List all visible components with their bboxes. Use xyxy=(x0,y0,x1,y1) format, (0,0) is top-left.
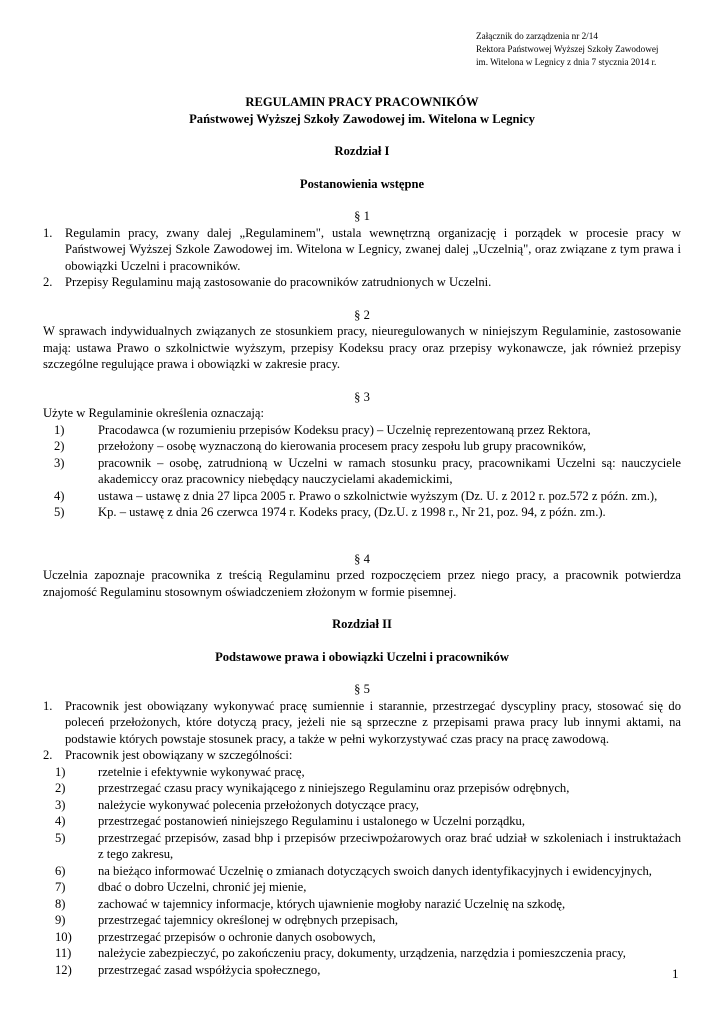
section-2-heading: § 2 xyxy=(354,307,370,322)
item-number: 2. xyxy=(43,275,53,289)
item-text: przestrzegać przepisów o ochronie danych osobowych, xyxy=(98,929,376,944)
item-text: przestrzegać przepisów, zasad bhp i przepisów przeciwpożarowych oraz brać udział w szkoleniach i instruktażach z tego zakresu, xyxy=(98,830,681,861)
obligation-item xyxy=(43,863,681,880)
section-4-text: Uczelnia zapoznaje pracownika z treścią Regulaminu przed rozpoczęciem przez niego pracy, a pracownik potwierdza znajomość Regulaminu stosownym oświadczeniem złożonym w formie pisemnej. xyxy=(43,568,681,599)
obligation-item xyxy=(43,962,681,979)
item-text: rzetelnie i efektywnie wykonywać pracę, xyxy=(98,764,305,779)
item-text: przestrzegać zasad współżycia społecznego, xyxy=(98,962,321,977)
item-text: Pracownik jest obowiązany w szczególności: xyxy=(65,748,293,762)
item-text: należycie wykonywać polecenia przełożonych dotyczące pracy, xyxy=(98,797,419,812)
item-number: 4) xyxy=(55,814,66,828)
item-text: należycie zabezpieczyć, po zakończeniu pracy, dokumenty, urządzenia, narzędzia i pomieszczenia pracy, xyxy=(98,946,626,960)
obligation-item xyxy=(43,764,681,781)
obligation-item xyxy=(43,912,681,929)
item-text: przełożony – osobę wyznaczoną do kierowania procesem pracy zespołu lub grupy pracowników, xyxy=(98,439,587,453)
item-number: 4) xyxy=(54,488,65,503)
item-text: Regulamin pracy, zwany dalej „Regulaminem", ustala wewnętrzną organizację i porządek w procesie pracy w Państwowej Wyższej Szkole Zawodowej im. Witelona w Legnicy, zwanej dalej „Uczelnią", oraz związane z tym prawa i obowiązki Uczelni i pracowników. xyxy=(65,225,681,273)
item-number: 11) xyxy=(55,946,72,960)
item-text: Przepisy Regulaminu mają zastosowanie do pracowników zatrudnionych w Uczelni. xyxy=(65,275,492,289)
item-number: 9) xyxy=(55,913,66,927)
item-number: 6) xyxy=(55,863,66,878)
section-1-heading: § 1 xyxy=(354,209,370,223)
item-number: 8) xyxy=(55,896,66,911)
document-subtitle: Państwowej Wyższej Szkoły Zawodowej im. Witelona w Legnicy xyxy=(189,111,535,126)
section-3-intro: Użyte w Regulaminie określenia oznaczają: xyxy=(43,406,264,420)
section-3-heading: § 3 xyxy=(354,389,370,404)
section-5-item xyxy=(43,698,681,748)
definition-item xyxy=(43,422,681,439)
item-text: ustawa – ustawę z dnia 27 lipca 2005 r. Prawo o szkolnictwie wyższym (Dz. U. z 2012 r. poz.572 z późn. zm.), xyxy=(98,488,658,503)
obligation-item xyxy=(43,945,681,962)
obligation-item xyxy=(43,797,681,814)
definition-item xyxy=(43,488,681,505)
page-number: 1 xyxy=(672,966,679,981)
obligation-item xyxy=(43,830,681,863)
section-1-item xyxy=(43,225,681,275)
section-5-heading: § 5 xyxy=(354,682,370,696)
chapter-2-title: Podstawowe prawa i obowiązki Uczelni i pracowników xyxy=(215,649,509,664)
section-1-item xyxy=(43,274,681,291)
obligation-item xyxy=(43,879,681,896)
chapter-1-title: Postanowienia wstępne xyxy=(299,176,425,191)
section-2-text: W sprawach indywidualnych związanych ze stosunkiem pracy, nieuregulowanych w niniejszym Regulaminie, zastosowanie mają: ustawa Prawo o szkolnictwie wyższym, przepisy Kodeksu pracy oraz przepisy wykonawcze, jak również przepisy szczególne regulujące prawa i obowiązki w zakresie pracy. xyxy=(43,324,681,371)
item-number: 5) xyxy=(55,830,66,845)
item-number: 7) xyxy=(55,880,66,894)
item-number: 10) xyxy=(55,929,72,944)
section-5-item xyxy=(43,747,681,764)
document-body xyxy=(43,94,681,978)
item-number: 1. xyxy=(43,225,53,240)
definition-item xyxy=(43,504,681,521)
item-number: 1) xyxy=(54,422,65,437)
item-number: 3) xyxy=(54,455,65,470)
item-text: przestrzegać postanowień niniejszego Regulaminu i ustalonego w Uczelni porządku, xyxy=(98,814,526,828)
item-text: dbać o dobro Uczelni, chronić jej mienie, xyxy=(98,880,307,894)
item-text: Pracodawca (w rozumieniu przepisów Kodeksu pracy) – Uczelnię reprezentowaną przez Rektora, xyxy=(98,422,591,437)
chapter-2-heading: Rozdział II xyxy=(332,617,392,631)
item-number: 1) xyxy=(55,764,66,779)
definition-item xyxy=(43,455,681,488)
item-number: 3) xyxy=(55,797,66,812)
item-number: 1. xyxy=(43,698,53,713)
annex-line-1: Załącznik do zarządzenia nr 2/14 xyxy=(476,31,598,41)
item-number: 2. xyxy=(43,748,53,762)
section-4-heading: § 4 xyxy=(354,551,370,566)
obligation-item xyxy=(43,929,681,946)
definition-item xyxy=(43,438,681,455)
item-text: pracownik – osobę, zatrudnioną w Uczelni w ramach stosunku pracy, pracownikami Uczelni są: nauczyciele akademiccy oraz pracownicy niebędący nauczycielami akademickimi, xyxy=(98,455,681,486)
item-text: Pracownik jest obowiązany wykonywać pracę sumiennie i starannie, przestrzegać dyscypliny pracy, stosować się do poleceń przełożonych, które dotyczą pracy, jeżeli nie są sprzeczne z przepisami prawa pracy lub innymi aktami, na podstawie których powstaje stosunek pracy, a także w pełni wykorzystywać czas pracy na pracę zawodową. xyxy=(65,698,681,746)
document-title: REGULAMIN PRACY PRACOWNIKÓW xyxy=(245,95,479,109)
item-text: przestrzegać czasu pracy wynikającego z niniejszego Regulaminu oraz przepisów odrębnych, xyxy=(98,781,570,795)
chapter-1-heading: Rozdział I xyxy=(334,144,390,158)
item-number: 2) xyxy=(54,439,65,453)
item-text: przestrzegać tajemnicy określonej w odrębnych przepisach, xyxy=(98,913,399,927)
item-number: 12) xyxy=(55,962,72,977)
annex-line-2: Rektora Państwowej Wyższej Szkoły Zawodowej xyxy=(476,44,659,54)
annex-note xyxy=(476,30,658,69)
annex-line-3: im. Witelona w Legnicy z dnia 7 stycznia 2014 r. xyxy=(476,57,657,67)
obligation-item xyxy=(43,780,681,797)
item-number: 2) xyxy=(55,781,66,795)
obligation-item xyxy=(43,813,681,830)
item-text: na bieżąco informować Uczelnię o zmianach dotyczących swoich danych identyfikacyjnych i ewidencyjnych, xyxy=(98,863,652,878)
item-number: 5) xyxy=(54,505,65,519)
item-text: zachować w tajemnicy informacje, których ujawnienie mogłoby narazić Uczelnię na szkodę, xyxy=(98,896,566,911)
item-text: Kp. – ustawę z dnia 26 czerwca 1974 r. Kodeks pracy, (Dz.U. z 1998 r., Nr 21, poz. 94, z późn. zm.). xyxy=(98,505,606,519)
obligation-item xyxy=(43,896,681,913)
